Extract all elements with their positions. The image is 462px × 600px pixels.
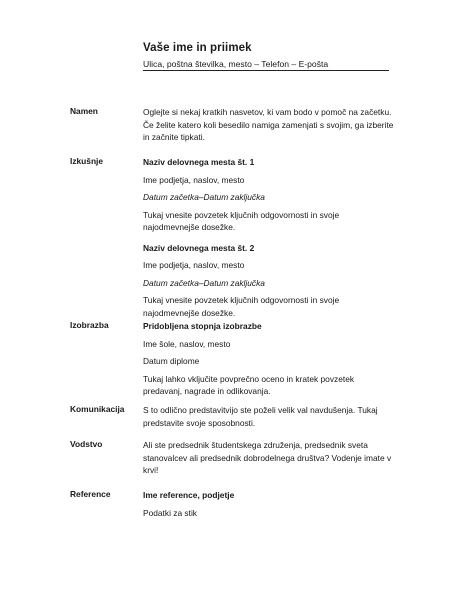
job-summary: Tukaj vnesite povzetek ključnih odgovornosti in svoje najodmevnejše dosežke. — [143, 209, 340, 232]
section-label-izkusnje: Izkušnje — [70, 156, 104, 166]
school-name: Ime šole, naslov, mesto — [143, 338, 231, 349]
contact-line: Ulica, poštna številka, mesto – Telefon – E-pošta — [143, 59, 329, 69]
graduation-date: Datum diplome — [143, 356, 200, 366]
degree-title: Pridobljena stopnja izobrazbe — [143, 321, 262, 331]
section-label-namen: Namen — [70, 106, 98, 116]
reference-name: Ime reference, podjetje — [143, 490, 235, 500]
vodstvo-text: Ali ste predsednik študentskega združenja, predsednik sveta stanovalcev ali predsednik dobrodelnega društva? Vodenje imate v krvi! — [143, 440, 392, 475]
job-dates: Datum začetka–Datum zaključka — [143, 277, 265, 288]
header-divider — [143, 70, 389, 71]
job-employer: Ime podjetja, naslov, mesto — [143, 260, 245, 270]
job-title: Naziv delovnega mesta št. 2 — [143, 242, 255, 253]
job-title: Naziv delovnega mesta št. 1 — [143, 157, 255, 167]
resume-name: Vaše ime in priimek — [143, 42, 252, 54]
section-label-vodstvo: Vodstvo — [70, 439, 103, 449]
job-summary: Tukaj vnesite povzetek ključnih odgovornosti in svoje najodmevnejše dosežke. — [143, 295, 340, 318]
resume-header — [143, 42, 389, 69]
job-employer: Ime podjetja, naslov, mesto — [143, 174, 245, 185]
section-label-komunikacija: Komunikacija — [70, 404, 125, 414]
education-note: Tukaj lahko vključite povprečno oceno in kratek povzetek predavanj, nagrade in odlikovanja. — [143, 373, 355, 396]
reference-contact: Podatki za stik — [143, 507, 197, 518]
namen-text: Oglejte si nekaj kratkih nasvetov, ki vam bodo v pomoč na začetku. Če želite katero koli besedilo namiga zamenjati s svojim, ga izberite in začnite tipkati. — [143, 107, 394, 142]
section-label-reference: Reference — [70, 489, 111, 499]
komunikacija-text: S to odlično predstavitvijo ste poželi velik val navdušenja. Tukaj predstavite svoje sposobnosti. — [143, 405, 378, 428]
section-label-izobrazba: Izobrazba — [70, 320, 109, 330]
job-dates: Datum začetka–Datum zaključka — [143, 192, 265, 202]
